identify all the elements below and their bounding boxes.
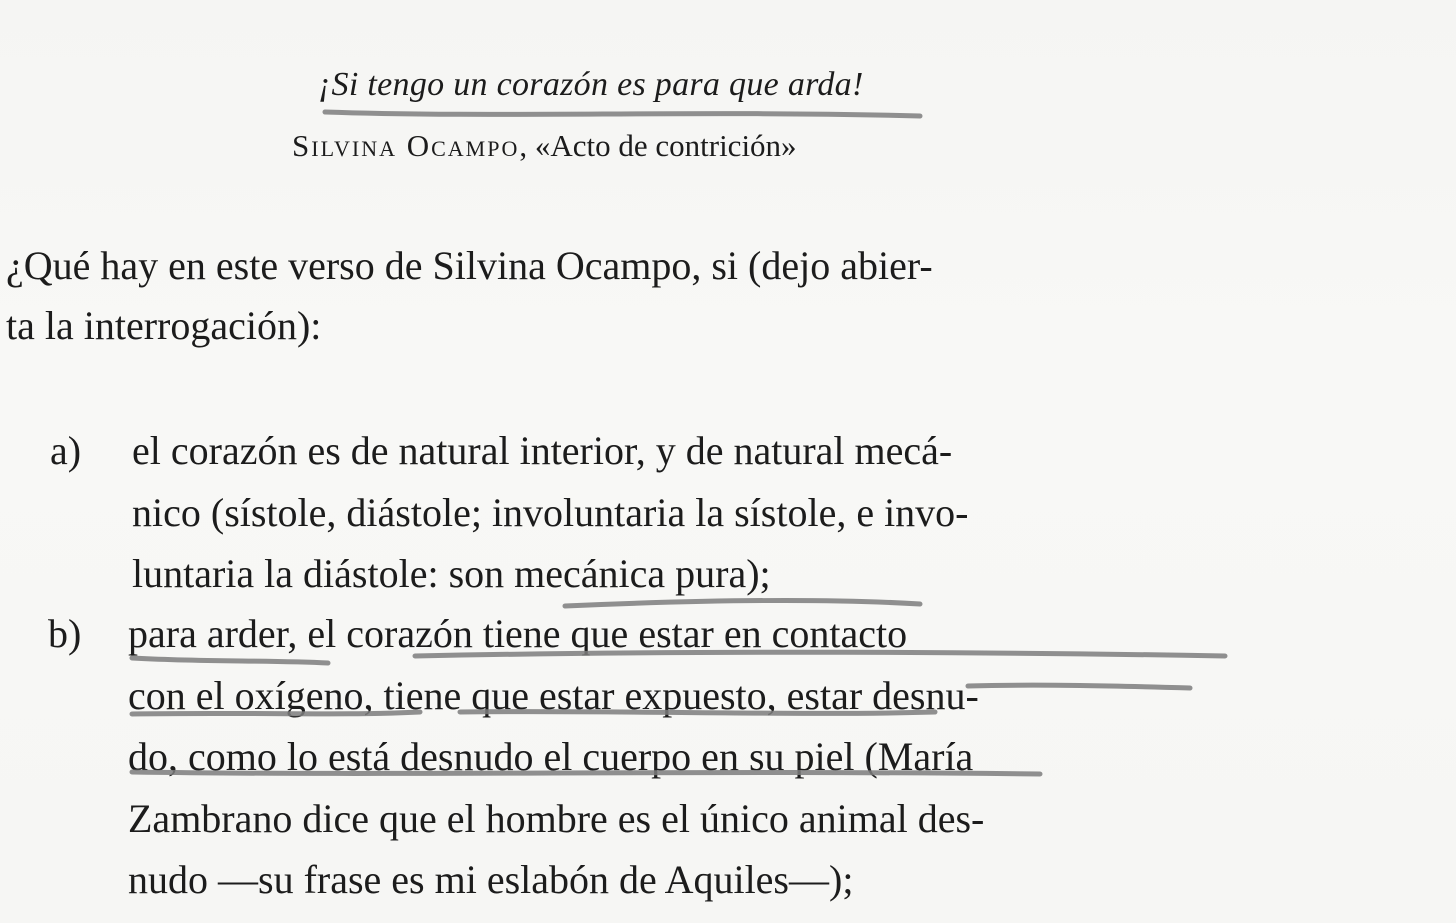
epigraph-source — [292, 128, 797, 164]
list-item-line: nico (sístole, diástole; involuntaria la sístole, e invo- — [132, 489, 969, 535]
underline-epigraph — [325, 112, 920, 116]
list-item-text — [128, 603, 1208, 911]
list-marker: a) — [50, 428, 82, 473]
list-item-line: nudo —su frase es mi eslabón de Aquiles—); — [128, 857, 854, 902]
list-item-line: para arder, el corazón tiene que estar en contacto — [128, 611, 908, 656]
intro-paragraph — [6, 236, 1206, 356]
epigraph-author: Silvina Ocampo — [292, 128, 520, 163]
epigraph-work: , «Acto de contrición» — [519, 128, 797, 163]
list-item-text — [132, 420, 1212, 605]
intro-line: ¿Qué hay en este verso de Silvina Ocampo, si (dejo abier- — [6, 243, 933, 288]
epigraph-quote: ¡Si tengo un corazón es para que arda! — [318, 66, 864, 103]
list-item-line: luntaria la diástole: son mecánica pura); — [132, 551, 771, 596]
list-marker: b) — [48, 611, 82, 656]
list-item-line: con el oxígeno, tiene que estar expuesto, estar desnu- — [128, 672, 979, 718]
list-item-line: el corazón es de natural interior, y de natural mecá- — [132, 428, 953, 473]
intro-line: ta la interrogación): — [6, 303, 322, 348]
list-item-line: do, como lo está desnudo el cuerpo en su piel (María — [128, 734, 974, 779]
list-item-line: Zambrano dice que el hombre es el único animal des- — [128, 795, 985, 841]
